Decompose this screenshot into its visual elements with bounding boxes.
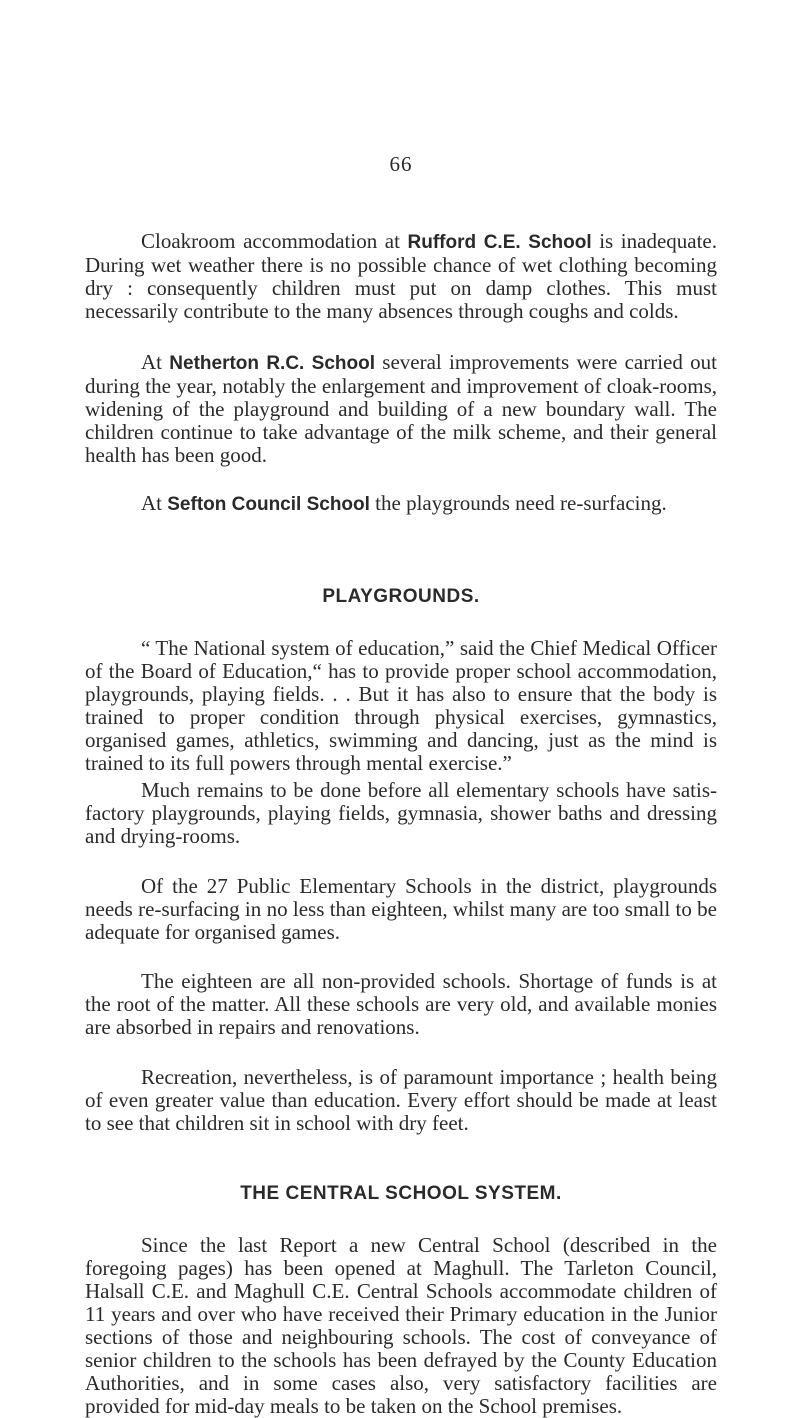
text-run: At: [141, 491, 168, 515]
heading-central-school-system: THE CENTRAL SCHOOL SYSTEM.: [240, 1183, 562, 1204]
paragraph-chief-medical-officer-quote: “ The National system of education,” said the Chief Medical Officer of the Board of Education,“ has to provide proper school accommodation, playgrounds, playing fields. . . But it has also to ensure that the body is trained to proper condition through physical exercises, gymnastics, organised games, athletics, swimming and dancing, just as the mind is trained to its full powers through mental exercise.”: [85, 636, 717, 775]
text-run: is inadequate. During wet weather there is no possible chance of wet clothing becoming dry : consequently children must put on damp clothes. This must necessarily contribute to the many absences through coughs and colds.: [85, 229, 717, 323]
paragraph-netherton: [85, 351, 717, 467]
text-run: the playgrounds need re-surfacing.: [369, 491, 667, 515]
text-run: several improvements were carried out during the year, notably the enlargement and improvement of cloak-rooms, widening of the playground and building of a new boundary wall. The children continue to take advantage of the milk scheme, and their general health has been good.: [85, 350, 717, 467]
paragraph-much-remains: Much remains to be done before all elementary schools have satis-factory playgrounds, playing fields, gymnasia, shower baths and dressing and drying-rooms.: [85, 778, 717, 848]
page-number: 66: [389, 152, 413, 176]
paragraph-eighteen-schools: The eighteen are all non-provided schools. Shortage of funds is at the root of the matter. All these schools are very old, and available monies are absorbed in repairs and renovations.: [85, 969, 717, 1039]
text-run: Cloakroom accommodation at: [141, 229, 408, 253]
school-name-rufford: Rufford C.E. School: [407, 232, 592, 253]
paragraph-sefton: [85, 492, 717, 516]
paragraph-recreation: Recreation, nevertheless, is of paramount importance ; health being of even greater value than education. Every effort should be made at least to see that children sit in school with dry feet.: [85, 1065, 717, 1135]
text-run: At: [141, 350, 170, 374]
paragraph-central-school: Since the last Report a new Central School (described in the foregoing pages) has been opened at Maghull. The Tarleton Council, Halsall C.E. and Maghull C.E. Central Schools accommodate children of 11 years and over who have received their Primary education in the Junior sections of those and neighbouring schools. The cost of conveyance of senior children to the schools has been defrayed by the County Education Authorities, and in some cases also, very satisfactory facilities are provided for mid-day meals to be taken on the School premises.: [85, 1233, 717, 1418]
heading-playgrounds: PLAYGROUNDS.: [322, 586, 480, 607]
school-name-netherton: Netherton R.C. School: [169, 353, 375, 374]
paragraph-rufford: [85, 230, 717, 323]
paragraph-27-schools: Of the 27 Public Elementary Schools in the district, playgrounds needs re-surfacing in no less than eighteen, whilst many are too small to be adequate for organised games.: [85, 874, 717, 944]
school-name-sefton: Sefton Council School: [167, 494, 370, 515]
